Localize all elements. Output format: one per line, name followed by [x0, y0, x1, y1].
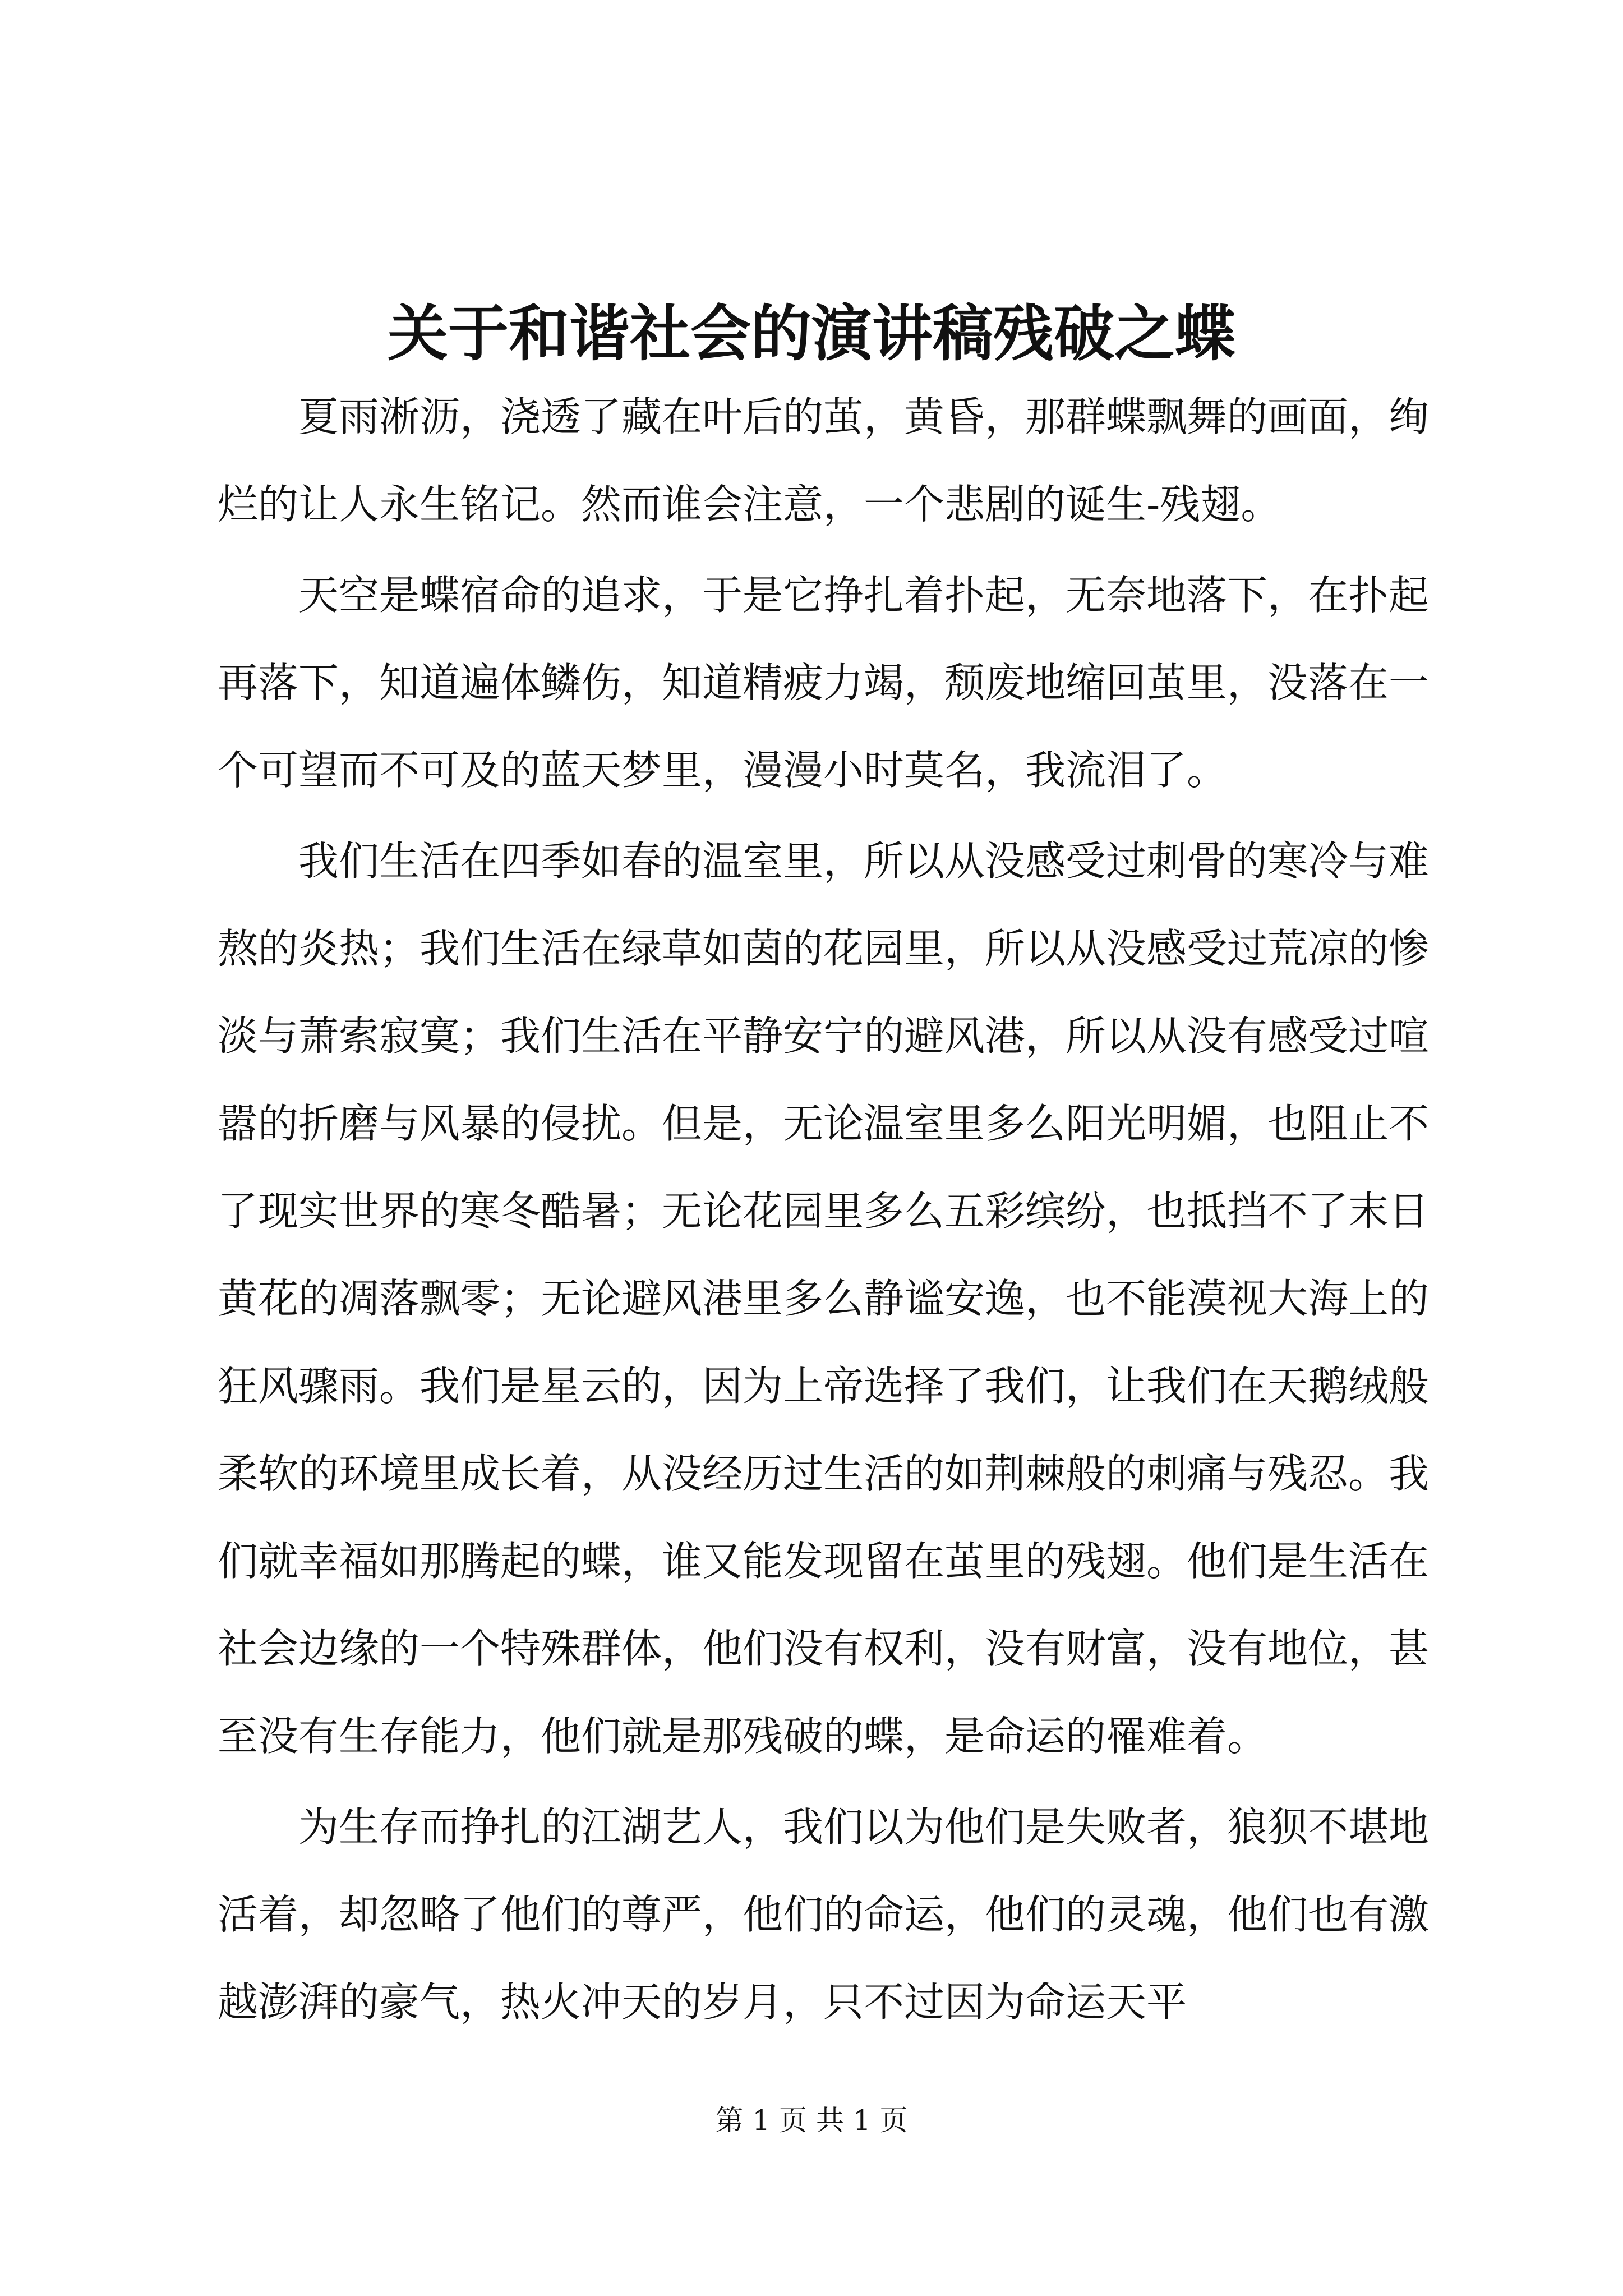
paragraph-1: 夏雨淅沥，浇透了藏在叶后的茧，黄昏，那群蝶飘舞的画面，绚烂的让人永生铭记。然而谁会注意，一个悲剧的诞生-残翅。 — [218, 393, 1430, 528]
paragraph-3: 我们生活在四季如春的温室里，所以从没感受过刺骨的寒冷与难熬的炎热；我们生活在绿草如茵的花园里，所以从没感受过荒凉的惨淡与萧索寂寞；我们生活在平静安宁的避风港，所以从没有感受过喧嚣的折磨与风暴的侵扰。但是，无论温室里多么阳光明媚，也阻止不了现实世界的寒冬酷暑；无论花园里多么五彩缤纷，也抵挡不了末日黄花的凋落飘零；无论避风港里多么静谧安逸，也不能漠视大海上的狂风骤雨。我们是星云的，因为上帝选择了我们，让我们在天鹅绒般柔软的环境里成长着，从没经历过生活的如荆棘般的刺痛与残忍。我们就幸福如那腾起的蝶，谁又能发现留在茧里的残翅。他们是生活在社会边缘的一个特殊群体，他们没有权利，没有财富，没有地位，甚至没有生存能力，他们就是那残破的蝶，是命运的罹难着。 — [218, 838, 1430, 1760]
document-body — [218, 373, 1429, 2049]
paragraph-2: 天空是蝶宿命的追求，于是它挣扎着扑起，无奈地落下，在扑起再落下，知道遍体鳞伤，知道精疲力竭，颓废地缩回茧里，没落在一个可望而不可及的蓝天梦里，漫漫小时莫名，我流泪了。 — [218, 572, 1430, 794]
page-number-footer: 第 1 页 共 1 页 — [715, 2104, 908, 2137]
page-title: 关于和谐社会的演讲稿残破之蝶 — [387, 298, 1235, 369]
paragraph-4: 为生存而挣扎的江湖艺人，我们以为他们是失败者，狼狈不堪地活着，却忽略了他们的尊严，他们的命运，他们的灵魂，他们也有激越澎湃的豪气，热火冲天的岁月，只不过因为命运天平 — [218, 1803, 1430, 2026]
